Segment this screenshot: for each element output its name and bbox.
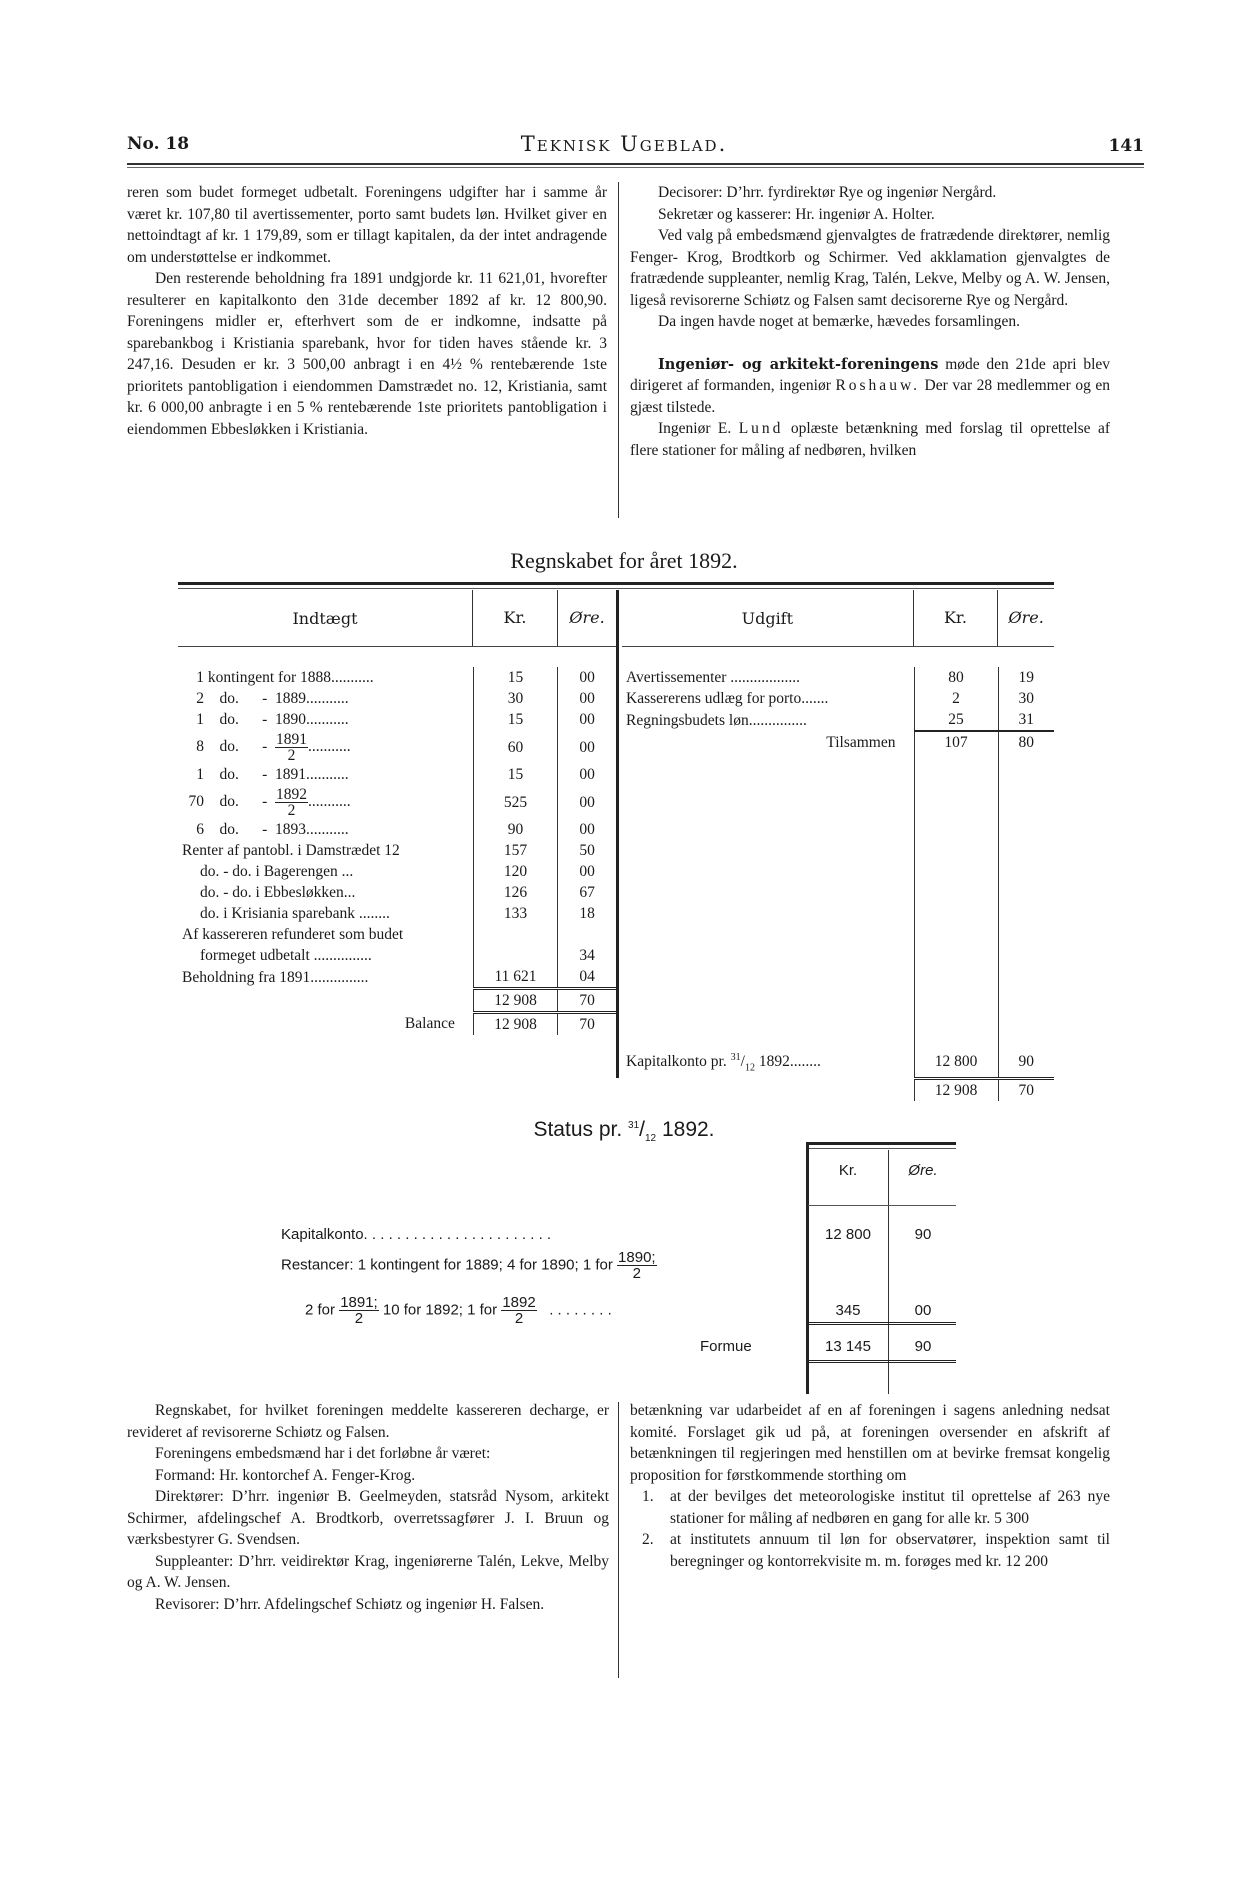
status-kr-header: Kr. [838, 1162, 858, 1179]
journal-title: Teknisk Ugeblad. [520, 132, 728, 156]
table-row: do. - do. i Ebbesløkken... 126 67 [178, 882, 616, 903]
table-row: 6 do. - 1893........... 90 00 [178, 819, 616, 840]
status-formue-ore: 90 [914, 1338, 932, 1355]
column-divider [618, 182, 619, 518]
status-restancer-line1: Restancer: 1 kontingent for 1889; 4 for 1890; 1 for $\frac{1890;}{2}$ [281, 1249, 656, 1282]
header-rule [127, 163, 1144, 165]
table-row: 2 do. - 1889........... 30 00 [178, 688, 616, 709]
paragraph: Foreningens embedsmænd har i det forløbne år været: [155, 1445, 491, 1462]
status-kapital-ore: 90 [914, 1226, 932, 1243]
table-row: Beholdning fra 1891............... 11 621 04 [178, 966, 616, 989]
status-formue-label: Formue [700, 1338, 752, 1355]
ore-header: Øre. [557, 590, 616, 646]
income-rows [178, 667, 616, 1035]
status-left-divider [806, 1142, 809, 1394]
status-title: Status pr. $^{31}/_{12}$ 1892. [533, 1118, 715, 1145]
table-row: do. i Krisiania sparebank ........ 133 18 [178, 903, 616, 924]
status-header-rule [808, 1205, 956, 1206]
paragraph: Suppleanter: D’hrr. veidirektør Krag, ingeniørerne Talén, Lekve, Melby og A. W. Jensen. [127, 1552, 609, 1591]
paragraph: Regnskabet, for hvilket foreningen meddelte kassereren decharge, er revideret af revisorerne Schiøtz og Falsen. [127, 1402, 609, 1441]
list-item: 2. at institutets annuum til løn for observatører, inspektion samt til beregninger og kontorrekvisite m. m. forøges med kr. 12 200 [642, 1531, 1110, 1570]
paragraph: Da ingen havde noget at bemærke, hævedes forsamlingen. [658, 313, 1020, 330]
status-kapital-kr: 12 800 [825, 1226, 871, 1243]
paragraph: Ved valg på embedsmænd gjenvalgtes de fratrædende direktører, nemlig Fenger- Krog, Brodtkorb og Schirmer. Ved akklamation gjenvalgtes de fratrædende suppleanter, nemlig Krag, Talén, Lekve, Melby og A. W. Jensen, ligeså revisorerne Schiøtz og Falsen samt decisorerne Rye og Nergård. [630, 227, 1110, 309]
issue-number: No. 18 [127, 134, 190, 154]
expense-table [622, 590, 1054, 1101]
ore-header: Øre. [997, 590, 1054, 646]
accounts-title: Regnskabet for året 1892. [510, 548, 738, 573]
status-table-top-rule-thin [808, 1148, 956, 1149]
status-rest-ore: 00 [914, 1302, 932, 1319]
income-header: Indtægt [292, 608, 358, 628]
status-bottom-rule [808, 1360, 956, 1363]
header-rule-thin [127, 167, 1144, 168]
paragraph: Revisorer: D’hrr. Afdelingschef Schiøtz og ingeniør H. Falsen. [155, 1595, 545, 1613]
income-header-row [178, 590, 616, 647]
paragraph: Direktører: D’hrr. ingeniør B. Geelmeyden, statsråd Nysom, arkitekt Schirmer, afdelingschef A. Brodtkorb, overretssagfører J. I. Bruun og værksbestyrer G. Svendsen. [127, 1488, 609, 1548]
subtotal-row: Tilsammen 107 80 [622, 731, 1054, 753]
society-name: Ingeniør- og arkitekt-foreningens [658, 355, 939, 373]
table-row: formeget udbetalt ............... 34 [178, 945, 616, 966]
paragraph: betænkning var udarbeidet af en af foreningen i sagens anledning nedsat komité. Forslaget gik ud på, at foreningen oversender en afskrift af betænkningen til regjeringen med henstillen om at bevirke fremsat kongelig proposition for førstkommende storthing om [630, 1402, 1110, 1484]
left-column-bottom [127, 1400, 609, 1615]
paragraph: Ingeniør- og arkitekt-foreningens møde den 21de apri blev dirigeret af formanden, ingeniør Roshauw. Der var 28 medlemmer og en gjæst tilstede. [630, 355, 1111, 416]
table-row: Regningsbudets løn............... 25 31 [622, 709, 1054, 731]
paragraph: Formand: Hr. kontorchef A. Fenger-Krog. [155, 1466, 416, 1484]
column-divider [618, 1402, 619, 1678]
table-row: Af kassereren refunderet som budet [178, 924, 616, 945]
spacer-row [622, 753, 1054, 1047]
expense-rows [622, 667, 1054, 1101]
list-item: 1. at der bevilges det meteorologiske institut til oprettelse af 263 nye stationer for måling af nedbøren en gang for alle kr. 5 300 [642, 1488, 1110, 1527]
income-table [178, 590, 616, 1035]
status-kapital-label: Kapitalkonto. . . . . . . . . . . . . . . . . . . . . . . [281, 1226, 552, 1243]
expense-header-row [622, 590, 1054, 647]
table-center-divider [616, 590, 619, 1078]
table-row: 1 do. - 1891........... 15 00 [178, 764, 616, 785]
status-table-top-rule [808, 1142, 956, 1145]
income-total-row: 12 908 70 [178, 989, 616, 1013]
status-rest-kr: 345 [835, 1302, 861, 1319]
balance-row: Balance 12 908 70 [178, 1013, 616, 1036]
paragraph: reren som budet formeget udbetalt. Foreningens udgifter har i samme år været kr. 107,80 til avertissementer, porto samt budets løn. Hvilket giver en nettoindtagt af kr. 1 179,89, som er tillagt kapitalen, da der intet andragende om understøttelse er indkommet. [127, 184, 607, 266]
paragraph: Sekretær og kasserer: Hr. ingeniør A. Holter. [658, 205, 935, 223]
status-ore-header: Øre. [908, 1162, 938, 1179]
table-top-rule-thin [178, 588, 1054, 589]
paragraph: Decisorer: D’hrr. fyrdirektør Rye og ingeniør Nergård. [658, 184, 997, 201]
table-row: Avertissementer .................. 80 19 [622, 667, 1054, 688]
paragraph: Ingeniør E. Lund oplæste betænkning med forslag til oprettelse af flere stationer for måling af nedbøren, hvilken [630, 420, 1110, 459]
table-row: do. - do. i Bagerengen ... 120 00 [178, 861, 616, 882]
status-col-divider [888, 1150, 889, 1394]
kr-header: Kr. [913, 590, 998, 646]
table-row: 8 do. - $\frac{1891}{2}$ ........... 60 00 [178, 730, 616, 764]
paragraph: Den resterende beholdning fra 1891 undgjorde kr. 11 621,01, hvorefter resulterer en kapitalkonto den 31de december 1892 af kr. 12 800,90. Foreningens midler er, efterhvert som de er indkomne, indsatte på sparebankbog i Kristiania sparebank, hvor for tiden haves stående kr. 3 247,16. Desuden er kr. 3 500,00 anbragt i en 4½ % rentebærende 1ste prioritets pantobligation i eiendommen Damstrædet no. 12, Kristiania, samt kr. 6 000,00 anbragte i en 5 % rentebærende 1ste prioritets pantobligation i eiendommen Ebbesløkken i Kristiania. [127, 270, 607, 438]
status-formue-kr: 13 145 [825, 1338, 871, 1355]
page-number: 141 [1108, 136, 1144, 156]
table-top-rule [178, 582, 1054, 585]
status-restancer-line2: 2 for $\frac{1891;}{2}$ 10 for 1892; 1 for $\frac{1892}{2}$ . . . . . . . . [305, 1294, 612, 1327]
right-column-bottom [630, 1400, 1110, 1572]
expense-header: Udgift [741, 608, 794, 628]
expense-total-row: 12 908 70 [622, 1078, 1054, 1101]
left-column-top [127, 182, 607, 440]
table-row: Kassererens udlæg for porto....... 2 30 [622, 688, 1054, 709]
status-total-rule [808, 1322, 956, 1325]
table-row: 1 kontingent for 1888........... 15 00 [178, 667, 616, 688]
right-column-top [630, 182, 1110, 461]
table-row: 70 do. - $\frac{1892}{2}$ ........... 525 00 [178, 785, 616, 819]
table-row: Renter af pantobl. i Damstrædet 12 157 50 [178, 840, 616, 861]
table-row: 1 do. - 1890........... 15 00 [178, 709, 616, 730]
capital-row: Kapitalkonto pr. $^{31}/_{12}$ 1892........ 12 800 90 [622, 1047, 1054, 1078]
kr-header: Kr. [472, 590, 557, 646]
